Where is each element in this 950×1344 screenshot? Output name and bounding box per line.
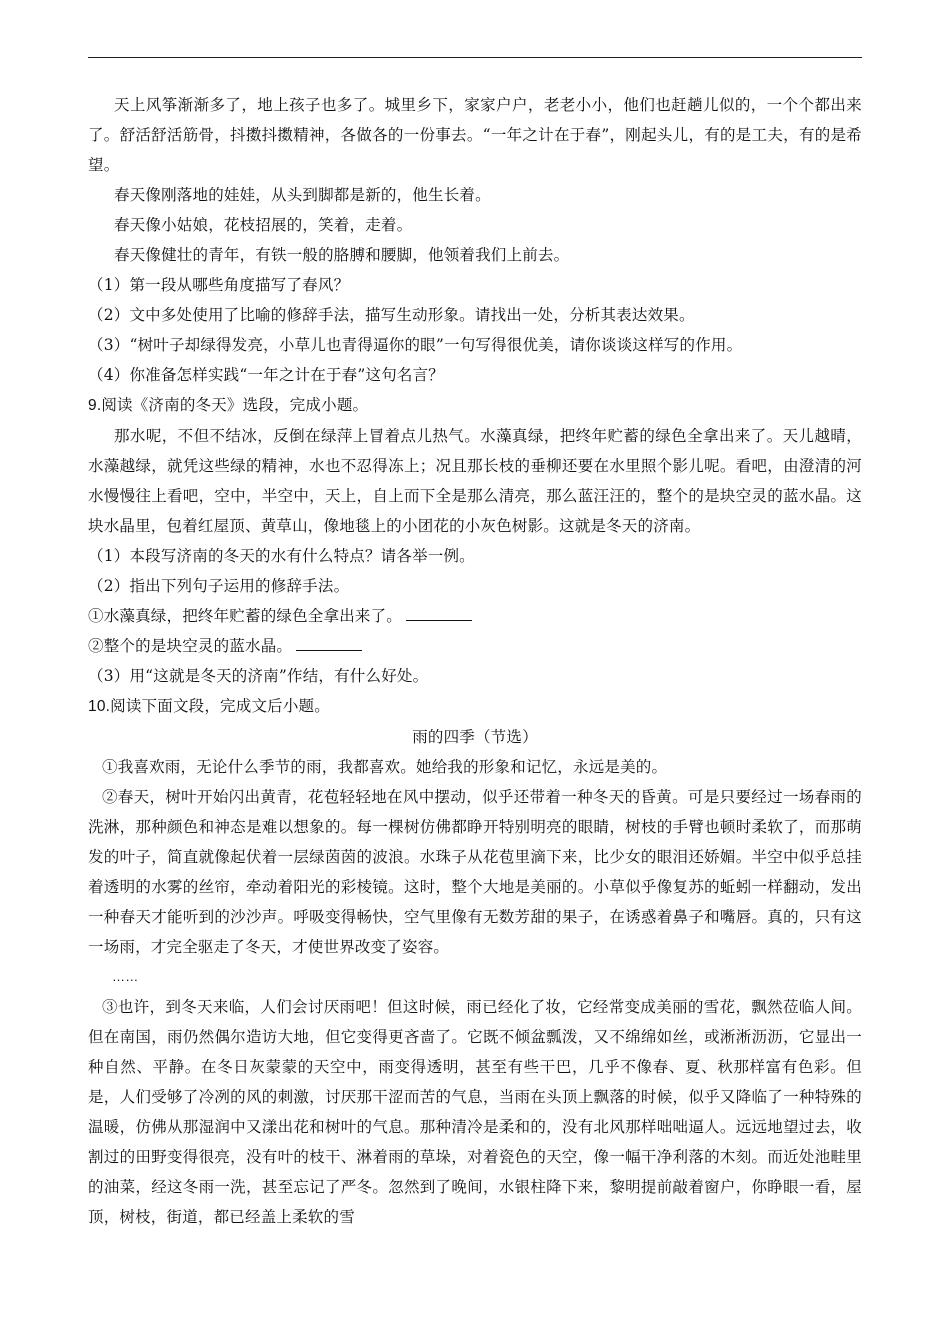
question-10-paragraph-2: ②春天，树叶开始闪出黄青，花苞轻轻地在风中摆动，似乎还带着一种冬天的昏黄。可是只要经过一场春雨的洗淋，那种颜色和神态是难以想象的。每一棵树仿佛都睁开特别明亮的眼睛，树枝的手臂也顿时柔软了，而那萌发的叶子，简直就像起伏着一层绿茵茵的波浪。水珠子从花苞里滴下来，比少女的眼泪还娇媚。半空中似乎总挂着透明的水雾的丝帘，牵动着阳光的彩棱镜。这时，整个大地是美丽的。小草似乎像复苏的蚯蚓一样翻动，发出一种春天才能听到的沙沙声。呼吸变得畅快，空气里像有无数芳甜的果子，在诱惑着鼻子和嘴唇。真的，只有这一场雨，才完全驱走了冬天，才使世界改变了姿容。 — [88, 788, 862, 956]
document-body — [88, 90, 862, 1232]
passage1-question-2: （2）文中多处使用了比喻的修辞手法，描写生动形象。请找出一处，分析其表达效果。 — [88, 306, 695, 324]
question-10-paragraph-1: ①我喜欢雨，无论什么季节的雨，我都喜欢。她给我的形象和记忆，永远是美的。 — [102, 758, 668, 776]
passage1-paragraph-1: 天上风筝渐渐多了，地上孩子也多了。城里乡下，家家户户，老老小小，他们也赶趟儿似的，一个个都出来了。舒活舒活筋骨，抖擞抖擞精神，各做各的一份事去。“一年之计在于春”，刚起头儿，有的是工夫，有的是希望。 — [88, 96, 862, 174]
question-10-heading — [88, 691, 862, 722]
question-10-paragraph-3: ③也许，到冬天来临，人们会讨厌雨吧！但这时候，雨已经化了妆，它经常变成美丽的雪花，飘然莅临人间。但在南国，雨仍然偶尔造访大地，但它变得更吝啬了。它既不倾盆瓢泼，又不绵绵如丝，或淅淅沥沥，它显出一种自然、平静。在冬日灰蒙蒙的天空中，雨变得透明，甚至有些干巴，几乎不像春、夏、秋那样富有色彩。但是，人们受够了冷冽的风的刺激，讨厌那干涩而苦的气息，当雨在头顶上飘落的时候，似乎又降临了一种特殊的温暖，仿佛从那湿润中又漾出花和树叶的气息。那种清冷是柔和的，没有北风那样咄咄逼人。远远地望过去，收割过的田野变得很亮，没有叶的枝干、淋着雨的草垛，对着瓷色的天空，像一幅干净利落的木刻。而近处池畦里的油菜，经这冬雨一洗，甚至忘记了严冬。忽然到了晚间，水银柱降下来，黎明提前敲着窗户，你睁眼一看，屋顶，树枝，街道，都已经盖上柔软的雪 — [88, 998, 862, 1226]
passage1-question-3: （3）“树叶子却绿得发亮，小草儿也青得逼你的眼”一句写得很优美，请你谈谈这样写的作用。 — [88, 336, 743, 354]
question-9-number: 9. — [88, 397, 102, 414]
passage1-question-4: （4）你准备怎样实践“一年之计在于春”这句名言？ — [88, 366, 445, 384]
passage-title: 雨的四季（节选） — [412, 728, 538, 746]
passage1-paragraph-2: 春天像刚落地的娃娃，从头到脚都是新的，他生长着。 — [114, 186, 491, 204]
answer-blank-2[interactable] — [296, 632, 362, 651]
header-rule — [88, 57, 862, 58]
question-10-prompt: 阅读下面文段，完成文后小题。 — [110, 697, 330, 715]
question-9-item-2 — [88, 631, 862, 661]
question-10-number: 10. — [88, 698, 111, 715]
question-9-sub-2: （2）指出下列句子运用的修辞手法。 — [88, 577, 350, 595]
answer-blank-1[interactable] — [406, 602, 472, 621]
question-9-item-1-text: ①水藻真绿，把终年贮蓄的绿色全拿出来了。 — [88, 607, 403, 625]
question-9-item-1 — [88, 601, 862, 631]
question-9-heading — [88, 390, 862, 421]
passage1-paragraph-3: 春天像小姑娘，花枝招展的，笑着，走着。 — [114, 216, 413, 234]
question-9-passage: 那水呢，不但不结冰，反倒在绿萍上冒着点儿热气。水藻真绿，把终年贮蓄的绿色全拿出来了。天儿越晴，水藻越绿，就凭这些绿的精神，水也不忍得冻上；况且那长枝的垂柳还要在水里照个影儿呢。看吧，由澄清的河水慢慢往上看吧，空中，半空中，天上，自上而下全是那么清亮，那么蓝汪汪的，整个的是块空灵的蓝水晶。这块水晶里，包着红屋顶、黄草山，像地毯上的小团花的小灰色树影。这就是冬天的济南。 — [88, 427, 862, 535]
ellipsis: …… — [112, 969, 139, 984]
passage1-question-1: （1）第一段从哪些角度描写了春风？ — [88, 276, 350, 294]
question-9-sub-3: （3）用“这就是冬天的济南”作结，有什么好处。 — [88, 667, 429, 685]
passage1-paragraph-4: 春天像健壮的青年，有铁一般的胳膊和腰脚，他领着我们上前去。 — [114, 246, 570, 264]
question-9-sub-1: （1）本段写济南的冬天的水有什么特点？请各举一例。 — [88, 547, 475, 565]
question-9-prompt: 阅读《济南的冬天》选段，完成小题。 — [101, 396, 369, 414]
question-9-item-2-text: ②整个的是块空灵的蓝水晶。 — [88, 637, 293, 655]
